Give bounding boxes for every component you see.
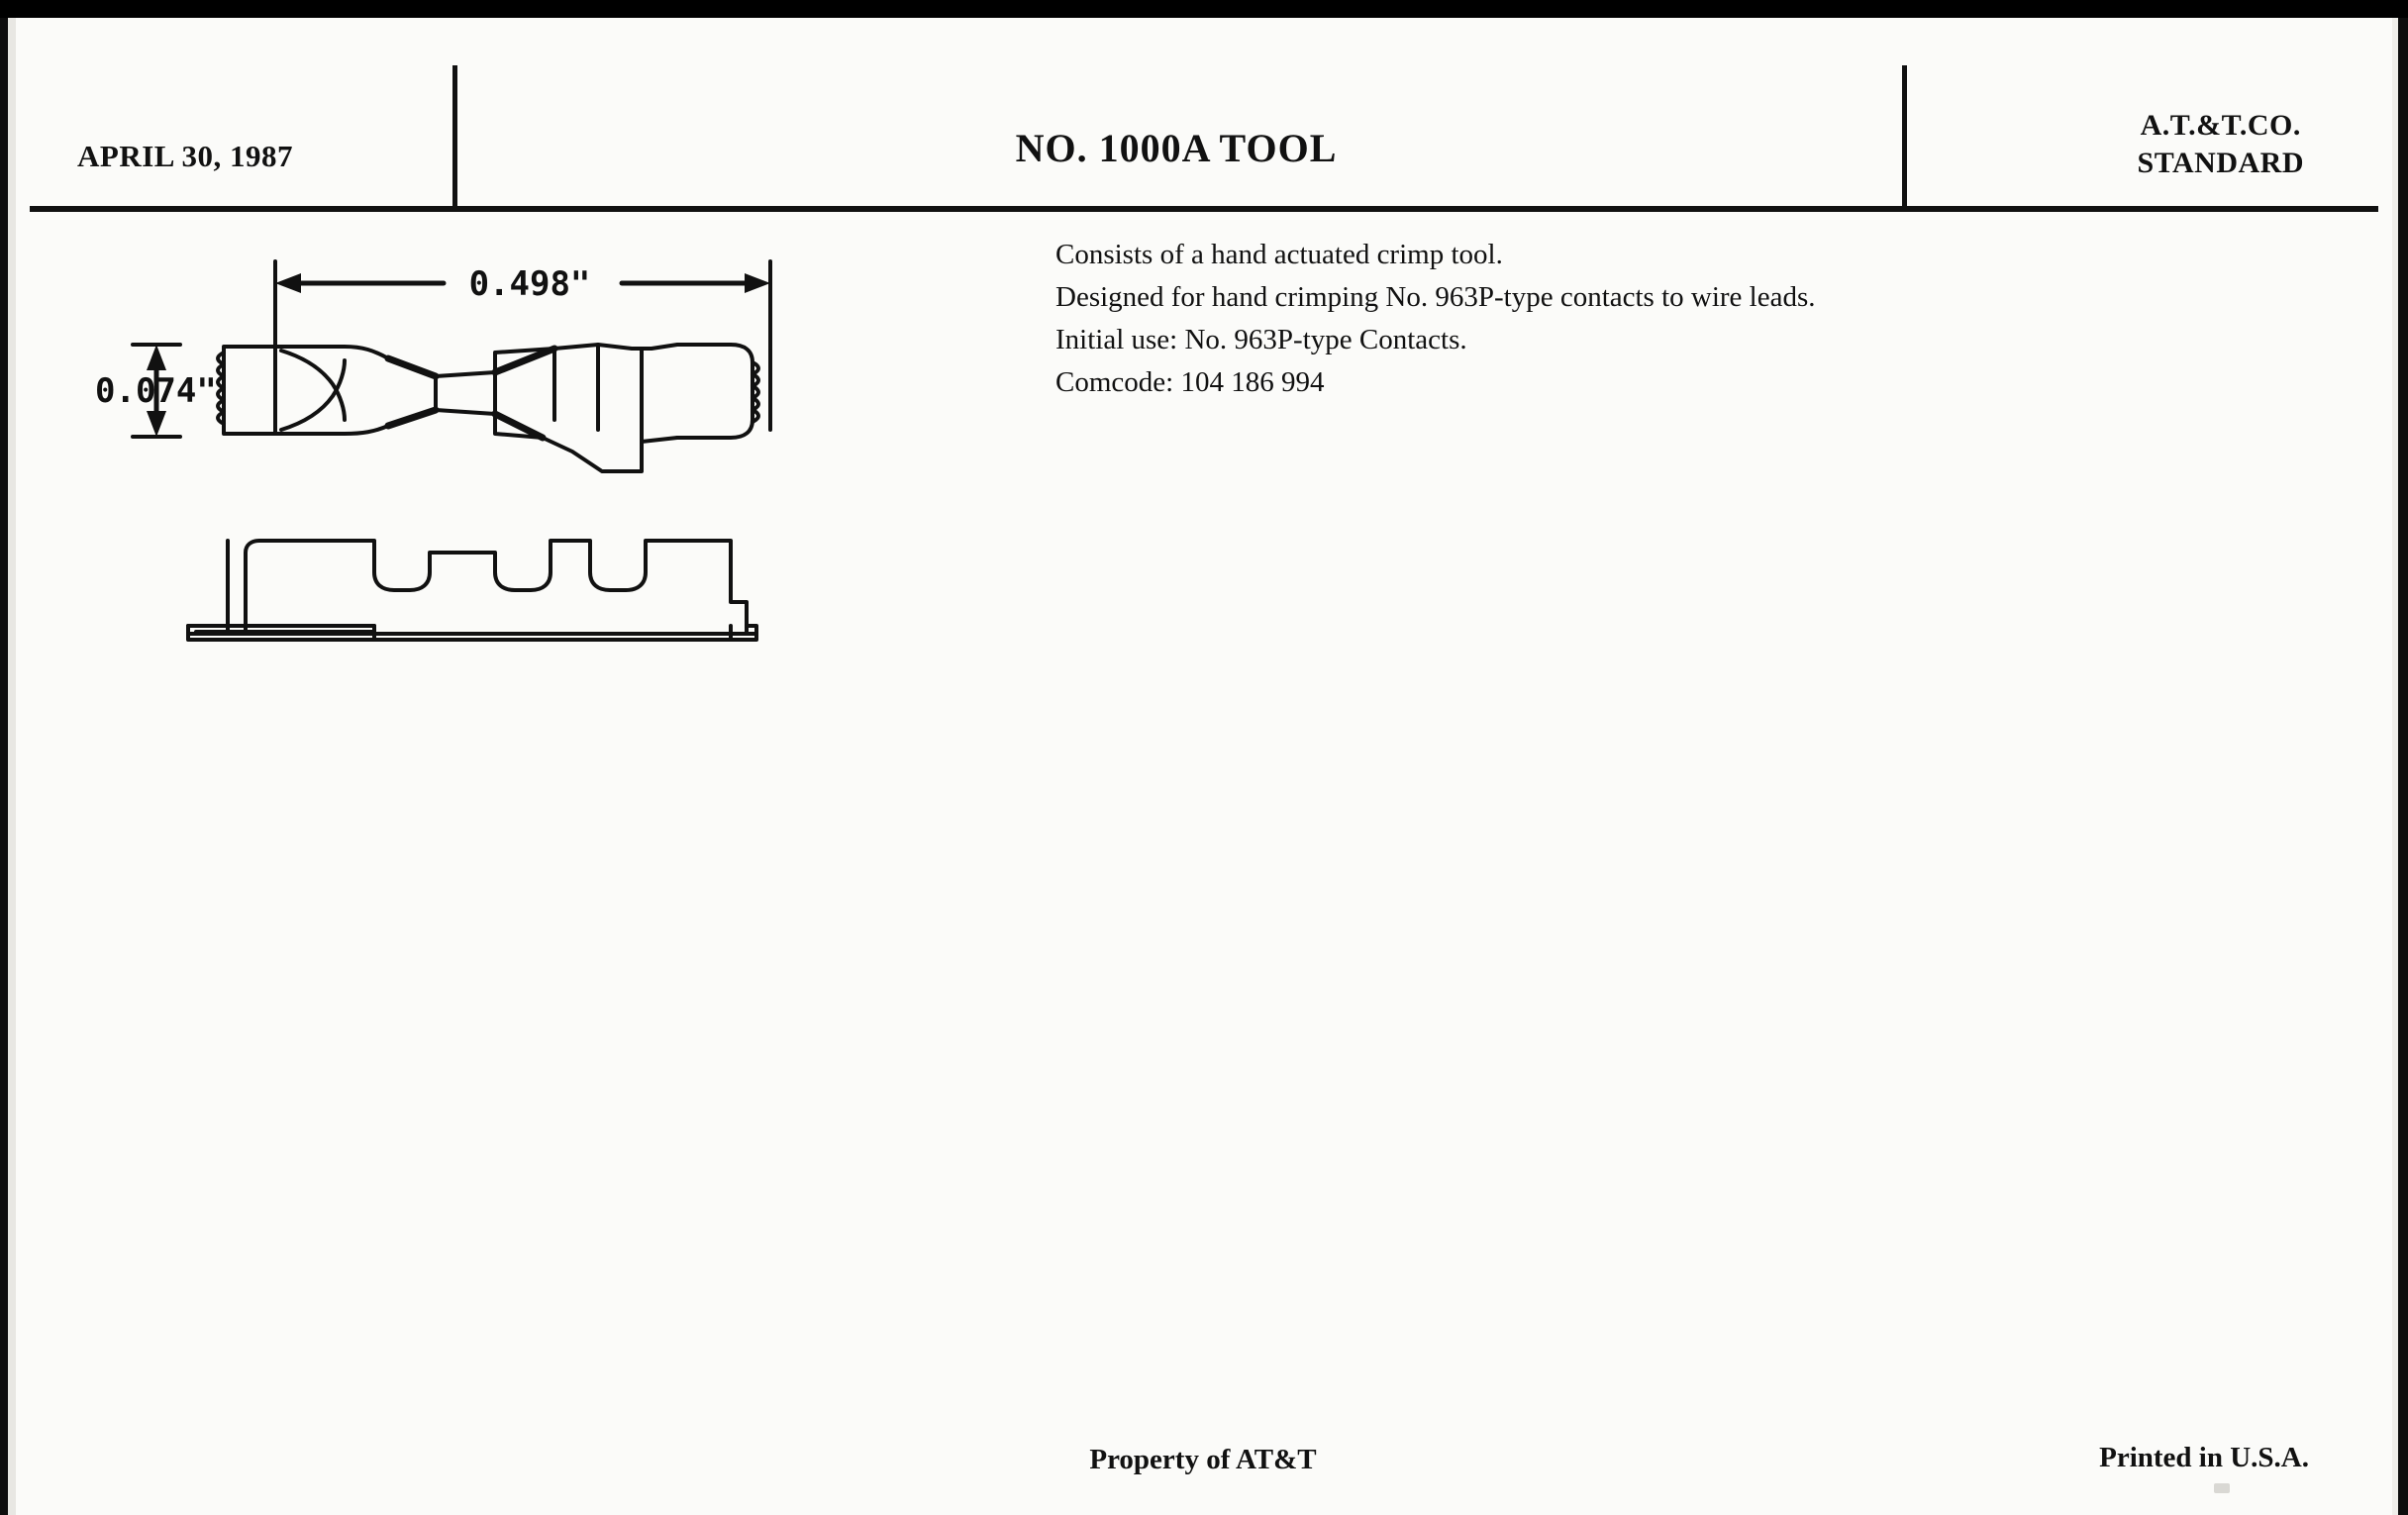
description-block <box>1055 234 2105 404</box>
dimension-label-height: 0.074" <box>95 371 217 411</box>
footer-property: Property of AT&T <box>1089 1444 1317 1475</box>
page-right-gutter <box>2392 18 2398 1515</box>
footer-printed: Printed in U.S.A. <box>2099 1442 2309 1473</box>
description-line-1: Consists of a hand actuated crimp tool. <box>1055 239 1503 270</box>
document-sheet <box>8 18 2398 1515</box>
header-divider-right <box>1902 65 1907 206</box>
page-title: NO. 1000A TOOL <box>1015 126 1338 170</box>
scan-top-edge <box>0 0 2408 18</box>
arrow-up <box>147 345 166 370</box>
contact-top-view-outline <box>218 345 770 471</box>
page-left-gutter <box>8 18 16 1515</box>
header-rule <box>30 206 2378 212</box>
contact-top-view-accents <box>388 349 554 438</box>
header-standard-line2: STANDARD <box>2137 146 2304 179</box>
header-standard <box>2138 107 2304 181</box>
header-date: APRIL 30, 1987 <box>77 139 293 173</box>
description-line-2: Designed for hand crimping No. 963P-type contacts to wire leads. <box>1055 281 1816 313</box>
contact-side-view-outline <box>188 541 756 640</box>
page-header <box>8 18 2398 196</box>
arrow-left <box>275 273 301 293</box>
header-standard-line1: A.T.&T.CO. <box>2140 109 2301 142</box>
technical-drawing <box>48 226 1057 840</box>
dimension-label-length: 0.498" <box>468 264 591 304</box>
arrow-down <box>147 411 166 437</box>
description-line-3: Initial use: No. 963P-type Contacts. <box>1055 324 1467 355</box>
scan-artifact <box>2214 1483 2230 1493</box>
arrow-right <box>745 273 770 293</box>
description-line-4: Comcode: 104 186 994 <box>1055 366 1325 398</box>
